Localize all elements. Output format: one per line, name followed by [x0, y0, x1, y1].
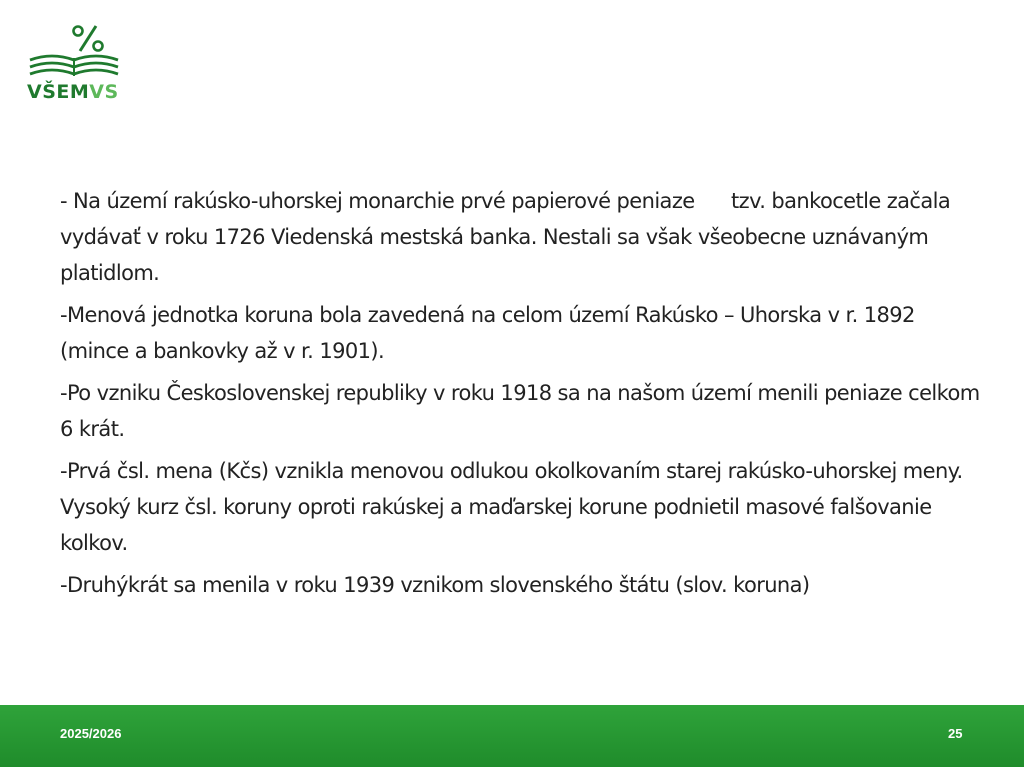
slide-body	[60, 183, 980, 609]
logo-wordmark	[27, 82, 119, 102]
logo-text-vsem: VŠEM	[27, 81, 90, 103]
paragraph-1: - Na území rakúsko-uhorskej monarchie prvé papierové peniaze tzv. bankocetle začala vydávať v roku 1726 Viedenská mestská banka. Nestali sa však všeobecne uznávaným platidlom.	[60, 189, 957, 285]
vsemvs-logo	[24, 22, 124, 106]
paragraph-5: -Druhýkrát sa menila v roku 1939 vznikom slovenského štátu (slov. koruna)	[60, 573, 810, 597]
logo-text-vs: VS	[89, 81, 119, 103]
page-number: 25	[948, 726, 963, 741]
paragraph-3: -Po vzniku Československej republiky v roku 1918 sa na našom území menili peniaze celkom 6 krát.	[60, 381, 980, 441]
footer-bar	[0, 705, 1024, 767]
footer-year: 2025/2026	[60, 726, 122, 741]
percent-over-book-icon	[24, 22, 124, 82]
paragraph-4: -Prvá čsl. mena (Kčs) vznikla menovou odlukou okolkovaním starej rakúsko-uhorskej meny. Vysoký kurz čsl. koruny oproti rakúskej a maďarskej korune podnietil masové falšovanie kolkov.	[60, 459, 963, 555]
paragraph-2: -Menová jednotka koruna bola zavedená na celom území Rakúsko – Uhorska v r. 1892 (mince a bankovky až v r. 1901).	[60, 303, 915, 363]
